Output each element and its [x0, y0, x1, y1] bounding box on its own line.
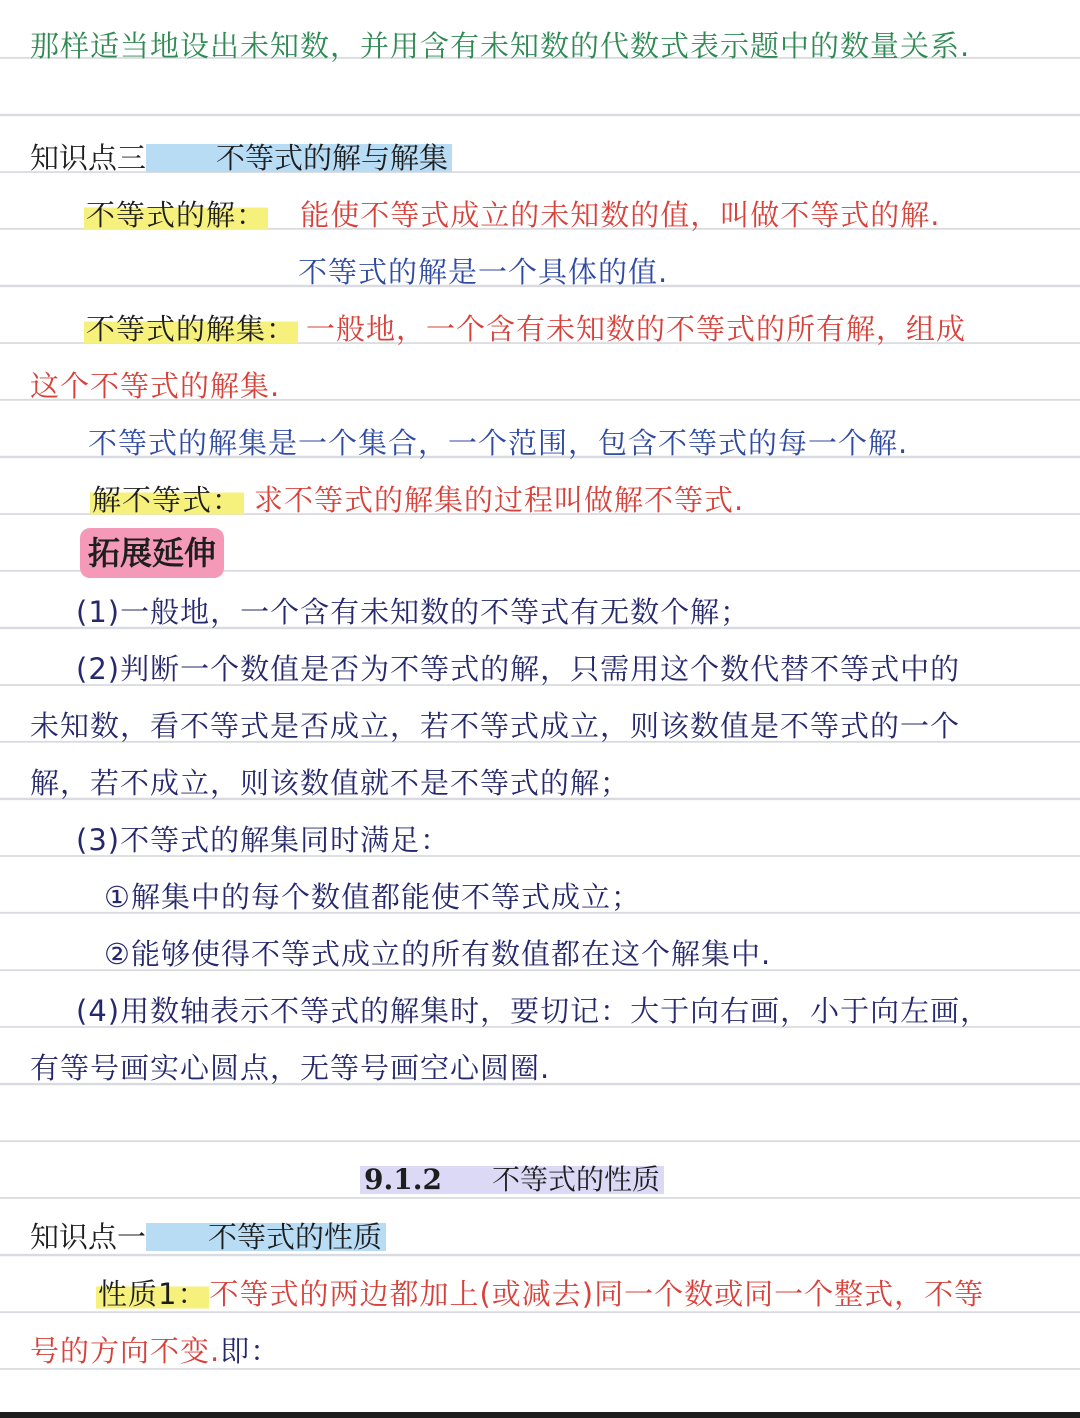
kp3-highlight-gap: [146, 138, 208, 178]
ext3-line: [76, 820, 450, 860]
extension-badge: 拓展延伸: [80, 528, 224, 578]
ext1-line: [76, 592, 750, 632]
solve-def-line: [90, 480, 744, 520]
ext4-line-1: [76, 991, 990, 1031]
section-number: 9.1.2: [364, 1163, 442, 1196]
ext1-text: (1)一般地，一个含有未知数的不等式有无数个解；: [76, 595, 751, 629]
ext4-text-1: (4)用数轴表示不等式的解集时，要切记：大于向右画，小于向左画，: [76, 994, 991, 1028]
property1-label: 性质1：: [98, 1277, 208, 1311]
ext2-line-3: [30, 763, 630, 803]
ext4-line-2: [30, 1048, 550, 1088]
property1-definition-1: 不等式的两边都加上(或减去)同一个数或同一个整式，不等: [209, 1277, 985, 1311]
ext2-text-3: 解，若不成立，则该数值就不是不等式的解；: [30, 766, 631, 800]
ext3b-line: [104, 934, 771, 974]
solution-note: 不等式的解是一个具体的值.: [298, 255, 669, 289]
ext3a-line: [104, 877, 641, 917]
ext3-text: (3)不等式的解集同时满足：: [76, 823, 451, 857]
kp1-highlight-gap: [146, 1217, 202, 1257]
ext4-text-2: 有等号画实心圆点，无等号画空心圆圈.: [30, 1051, 551, 1085]
solution-def-line: [84, 195, 940, 235]
kp3-title: 不等式的解与解集: [208, 138, 452, 178]
ext2-text-1: (2)判断一个数值是否为不等式的解，只需用这个数代替不等式中的: [76, 652, 961, 686]
property1-line-1: [96, 1274, 984, 1314]
solution-set-note-line: [88, 423, 908, 463]
solution-set-definition-2: 这个不等式的解集.: [30, 369, 281, 403]
solution-definition: 能使不等式成立的未知数的值，叫做不等式的解.: [300, 198, 941, 232]
solve-label: 解不等式：: [92, 483, 243, 517]
solution-set-def-line-2: [30, 366, 280, 406]
intro-text: 那样适当地设出未知数，并用含有未知数的代数式表示题中的数量关系.: [30, 29, 971, 63]
solution-set-label: 不等式的解集：: [86, 312, 297, 346]
solution-set-definition-1: 一般地，一个含有未知数的不等式的所有解，组成: [306, 312, 967, 346]
ext3a-text: ①解集中的每个数值都能使不等式成立；: [104, 880, 641, 914]
property1-line-2: [30, 1331, 280, 1371]
section-heading-highlight: [360, 1160, 664, 1200]
kp1-title: 不等式的性质: [202, 1217, 386, 1257]
ext2-line-1: [76, 649, 960, 689]
section-title: 不等式的性质: [491, 1163, 660, 1196]
section-heading: [360, 1160, 664, 1200]
kp1-label: 知识点一: [30, 1220, 147, 1254]
solution-note-line: [298, 252, 668, 292]
ext2-text-2: 未知数，看不等式是否成立，若不等式成立，则该数值是不等式的一个: [30, 709, 961, 743]
kp1-heading: [30, 1217, 386, 1257]
kp3-heading: [30, 138, 452, 178]
solve-definition: 求不等式的解集的过程叫做解不等式.: [254, 483, 745, 517]
ext2-line-2: [30, 706, 960, 746]
property1-definition-2: 号的方向不变.: [30, 1334, 221, 1368]
bottom-edge: [0, 1412, 1080, 1418]
property1-tail: 即：: [220, 1334, 281, 1368]
solution-set-def-line: [84, 309, 966, 349]
intro-line: [30, 26, 970, 66]
kp3-label: 知识点三: [30, 141, 147, 175]
solution-label: 不等式的解：: [86, 198, 267, 232]
solution-set-note: 不等式的解集是一个集合，一个范围，包含不等式的每一个解.: [88, 426, 909, 460]
ext3b-text: ②能够使得不等式成立的所有数值都在这个解集中.: [104, 937, 772, 971]
